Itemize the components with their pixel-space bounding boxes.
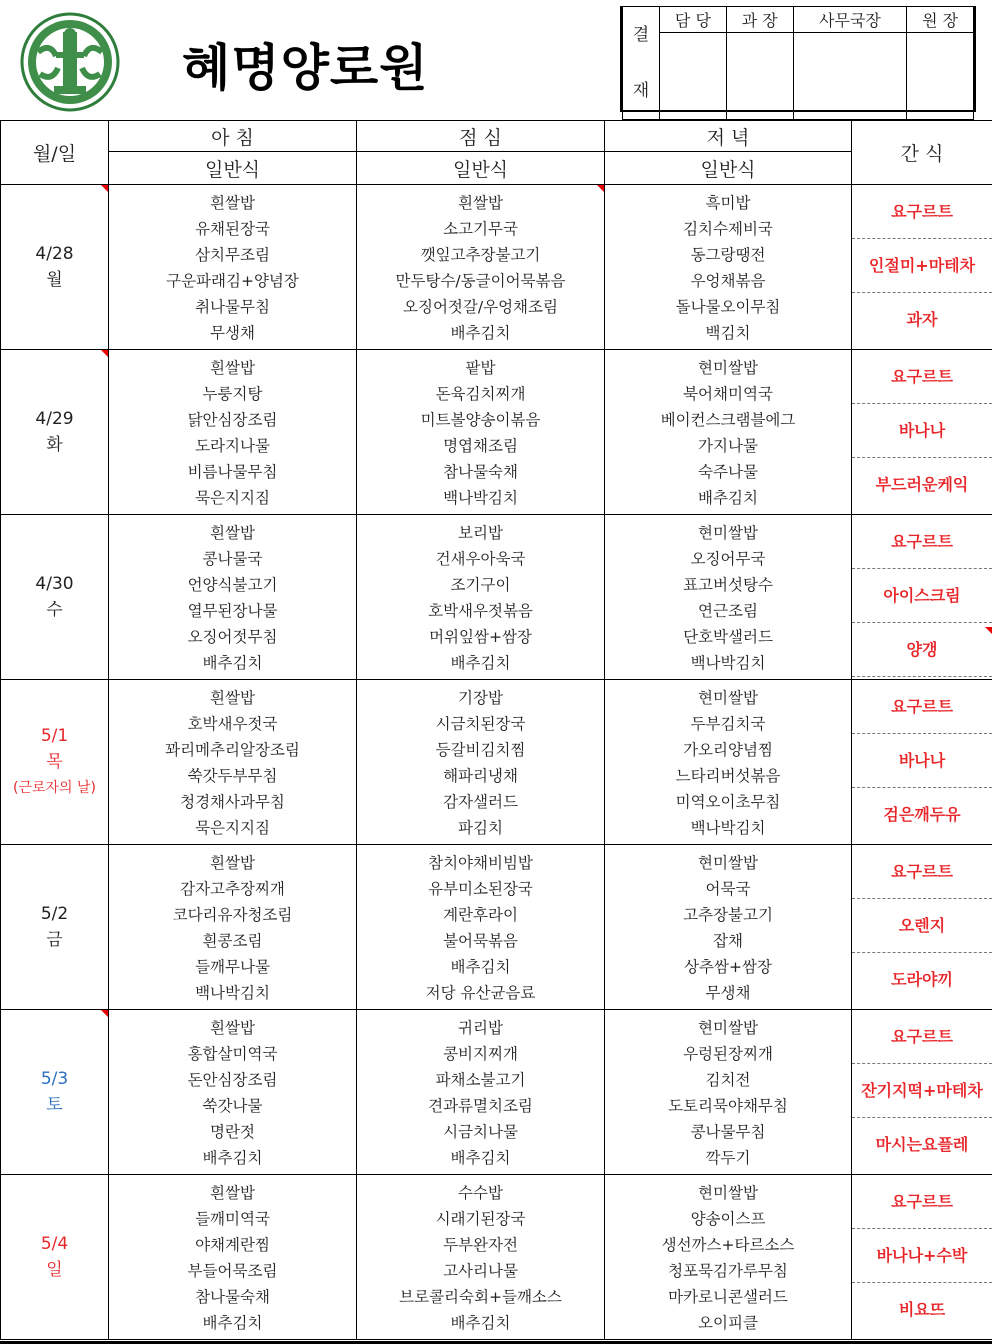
holiday-note: (근로자의 날) xyxy=(13,780,96,796)
page-title: 혜명양로원 xyxy=(182,39,429,97)
snack-column-header: 간 식 xyxy=(852,121,992,185)
menu-item: 꽈리메추리알장조림 xyxy=(165,741,300,759)
menu-item: 배추김치 xyxy=(202,1314,263,1332)
snack-item: 요구르트 xyxy=(852,350,992,404)
menu-item: 해파리냉채 xyxy=(443,767,518,785)
date-cell xyxy=(1,185,109,350)
day-row xyxy=(1,350,992,515)
menu-item: 돌나물오이무침 xyxy=(675,298,781,316)
menu-item: 콩비지찌개 xyxy=(443,1045,518,1063)
menu-item: 배추김치 xyxy=(202,654,263,672)
menu-item: 상추쌈+쌈장 xyxy=(684,958,772,976)
menu-item: 고추장불고기 xyxy=(683,906,773,924)
snack-item: 오렌지 xyxy=(852,899,992,953)
menu-item: 현미쌀밥 xyxy=(698,524,758,542)
menu-item: 잡채 xyxy=(713,932,743,950)
menu-item: 들깨미역국 xyxy=(195,1210,270,1228)
snack-item: 과자 xyxy=(906,310,938,329)
menu-item: 호박새우젓국 xyxy=(187,715,278,733)
menu-item: 쑥갓두부무침 xyxy=(187,767,278,785)
menu-item: 수수밥 xyxy=(458,1184,503,1202)
menu-item: 생선까스+타르소스 xyxy=(661,1236,795,1254)
weekday-label: 금 xyxy=(46,930,63,950)
menu-item: 감자샐러드 xyxy=(443,793,518,811)
menu-item: 가오리양념찜 xyxy=(683,741,773,759)
menu-item: 참나물숙채 xyxy=(443,463,518,481)
menu-item: 백나박김치 xyxy=(690,654,766,672)
menu-item: 배추김치 xyxy=(450,654,511,672)
approval-sign-manager[interactable] xyxy=(726,33,793,120)
snack-item: 요구르트 xyxy=(852,1175,992,1229)
approval-role-manager: 과 장 xyxy=(726,7,793,33)
weekday-label: 화 xyxy=(46,435,63,455)
snack-cell xyxy=(852,515,992,680)
dinner-menu-cell xyxy=(605,350,852,515)
approval-role-staff: 담 당 xyxy=(660,7,727,33)
menu-item: 콩나물무침 xyxy=(690,1123,766,1141)
lunch-column-header: 점 심 xyxy=(357,121,605,152)
menu-item: 현미쌀밥 xyxy=(698,359,758,377)
menu-item: 흰쌀밥 xyxy=(210,359,255,377)
menu-item: 머위잎쌈+쌈장 xyxy=(429,628,532,646)
breakfast-menu-cell xyxy=(109,185,357,350)
date-cell xyxy=(1,845,109,1010)
menu-item: 브로콜리숙회+들깨소스 xyxy=(399,1288,562,1306)
approval-sign-director[interactable] xyxy=(907,33,974,120)
date-label: 4/28 xyxy=(35,244,74,264)
menu-item: 유부미소된장국 xyxy=(428,880,533,898)
menu-item: 닭안심장조림 xyxy=(187,411,278,429)
menu-item: 조기구이 xyxy=(450,576,511,594)
menu-item: 콩나물국 xyxy=(202,550,263,568)
date-cell xyxy=(1,1175,109,1340)
date-label: 4/30 xyxy=(35,574,74,594)
menu-item: 명엽채조림 xyxy=(443,437,518,455)
snack-item: 마시는요플레 xyxy=(875,1135,969,1154)
day-row xyxy=(1,515,992,680)
menu-item: 구운파래김+양념장 xyxy=(166,272,299,290)
menu-item: 배추김치 xyxy=(450,324,511,342)
day-row xyxy=(1,680,992,845)
snack-item: 요구르트 xyxy=(852,515,992,569)
menu-item: 오이피클 xyxy=(698,1314,758,1332)
day-row xyxy=(1,1175,992,1340)
menu-item: 흰콩조림 xyxy=(202,932,263,950)
menu-item: 명란젓 xyxy=(210,1123,255,1141)
menu-item: 현미쌀밥 xyxy=(698,1019,758,1037)
snack-cell xyxy=(852,185,992,350)
menu-item: 감자고추장찌개 xyxy=(180,880,285,898)
snack-item: 양갱 xyxy=(852,623,992,677)
menu-item: 유채된장국 xyxy=(195,220,270,238)
comment-marker-icon[interactable] xyxy=(101,1010,108,1017)
snack-item: 인절미+마테차 xyxy=(852,239,992,293)
menu-item: 배추김치 xyxy=(450,1149,511,1167)
dinner-menu-cell xyxy=(605,1010,852,1175)
breakfast-column-header: 아 침 xyxy=(109,121,357,152)
weekday-label: 일 xyxy=(46,1260,63,1280)
menu-item: 오징어무국 xyxy=(690,550,766,568)
snack-item: 요구르트 xyxy=(852,185,992,239)
menu-item: 홍합살미역국 xyxy=(187,1045,278,1063)
lunch-diet-label: 일반식 xyxy=(357,152,605,185)
snack-item: 바나나 xyxy=(852,404,992,458)
approval-role-director: 원 장 xyxy=(907,7,974,33)
menu-item: 귀리밥 xyxy=(458,1019,503,1037)
menu-item: 백나박김치 xyxy=(690,819,766,837)
dinner-menu-cell xyxy=(605,680,852,845)
lunch-menu-cell xyxy=(357,350,605,515)
menu-item: 김치수제비국 xyxy=(683,220,773,238)
menu-item: 양송이스프 xyxy=(690,1210,766,1228)
menu-item: 미트볼양송이볶음 xyxy=(420,411,541,429)
snack-item: 도라야끼 xyxy=(891,970,953,989)
menu-item: 무생채 xyxy=(705,984,751,1002)
menu-item: 묵은지지짐 xyxy=(195,819,270,837)
breakfast-menu-cell xyxy=(109,1175,357,1340)
comment-marker-icon[interactable] xyxy=(101,350,108,357)
menu-item: 참나물숙채 xyxy=(195,1288,270,1306)
snack-item: 검은깨두유 xyxy=(883,805,961,824)
menu-item: 현미쌀밥 xyxy=(698,1184,758,1202)
lunch-menu-cell xyxy=(357,515,605,680)
menu-item: 도토리묵야채무침 xyxy=(668,1097,788,1115)
menu-item: 베이컨스크램블에그 xyxy=(660,411,796,429)
menu-item: 도라지나물 xyxy=(195,437,270,455)
menu-item: 흰쌀밥 xyxy=(210,1184,255,1202)
lunch-menu-cell xyxy=(357,1175,605,1340)
day-row xyxy=(1,185,992,350)
snack-item: 요구르트 xyxy=(852,680,992,734)
menu-item: 흰쌀밥 xyxy=(458,194,503,212)
menu-item: 만두탕수/동글이어묵볶음 xyxy=(395,272,566,290)
menu-item: 우엉채볶음 xyxy=(690,272,766,290)
menu-item: 열무된장나물 xyxy=(187,602,278,620)
lunch-menu-cell xyxy=(357,185,605,350)
breakfast-menu-cell xyxy=(109,1010,357,1175)
menu-item: 깍두기 xyxy=(705,1149,751,1167)
menu-item: 느타리버섯볶음 xyxy=(675,767,781,785)
menu-item: 흰쌀밥 xyxy=(210,854,255,872)
menu-item: 파채소불고기 xyxy=(435,1071,526,1089)
approval-sign-staff[interactable] xyxy=(660,33,727,120)
menu-item: 두부완자전 xyxy=(443,1236,518,1254)
snack-cell xyxy=(852,845,992,1010)
date-cell xyxy=(1,680,109,845)
menu-item: 건새우아욱국 xyxy=(435,550,526,568)
menu-item: 시금치나물 xyxy=(443,1123,518,1141)
menu-item: 누룽지탕 xyxy=(202,385,263,403)
menu-item: 시금치된장국 xyxy=(435,715,526,733)
menu-item: 표고버섯탕수 xyxy=(683,576,773,594)
menu-item: 소고기무국 xyxy=(443,220,518,238)
weekday-label: 월 xyxy=(46,270,63,290)
snack-item: 요구르트 xyxy=(852,1010,992,1064)
lunch-menu-cell xyxy=(357,845,605,1010)
snack-item: 잔기지떡+마테차 xyxy=(852,1064,992,1118)
dinner-menu-cell xyxy=(605,515,852,680)
menu-item: 고사리나물 xyxy=(443,1262,518,1280)
date-label: 5/3 xyxy=(40,1069,69,1089)
menu-item: 저당 유산균음료 xyxy=(425,984,536,1002)
menu-item: 두부김치국 xyxy=(690,715,766,733)
lunch-menu-cell xyxy=(357,680,605,845)
breakfast-menu-cell xyxy=(109,680,357,845)
menu-item: 흰쌀밥 xyxy=(210,1019,255,1037)
dinner-menu-cell xyxy=(605,185,852,350)
menu-item: 호박새우젓볶음 xyxy=(428,602,533,620)
snack-item: 비요뜨 xyxy=(898,1300,946,1319)
date-column-header: 월/일 xyxy=(1,121,109,185)
snack-cell xyxy=(852,680,992,845)
menu-item: 야채계란찜 xyxy=(195,1236,270,1254)
date-cell xyxy=(1,1010,109,1175)
day-row xyxy=(1,845,992,1010)
menu-item: 흰쌀밥 xyxy=(210,524,255,542)
snack-cell xyxy=(852,1175,992,1340)
day-row xyxy=(1,1010,992,1175)
breakfast-menu-cell xyxy=(109,515,357,680)
menu-item: 흑미밥 xyxy=(705,194,751,212)
date-label: 5/2 xyxy=(40,904,69,924)
menu-item: 불어묵볶음 xyxy=(443,932,518,950)
snack-cell xyxy=(852,350,992,515)
menu-item: 들깨무나물 xyxy=(195,958,270,976)
menu-item: 배추김치 xyxy=(202,1149,263,1167)
menu-item: 오징어젓무침 xyxy=(187,628,278,646)
menu-item: 취나물무침 xyxy=(195,298,270,316)
weekday-label: 수 xyxy=(46,600,63,620)
menu-item: 백나박김치 xyxy=(195,984,270,1002)
approval-side-label: 결 재 xyxy=(623,7,660,120)
menu-item: 묵은지지짐 xyxy=(195,489,270,507)
approval-box xyxy=(620,6,976,112)
date-label: 5/4 xyxy=(40,1234,69,1254)
menu-item: 가지나물 xyxy=(698,437,758,455)
dinner-diet-label: 일반식 xyxy=(605,152,852,185)
snack-cell xyxy=(852,1010,992,1175)
menu-item: 배추김치 xyxy=(450,958,511,976)
date-cell xyxy=(1,350,109,515)
snack-item: 부드러운케익 xyxy=(875,475,969,494)
menu-item: 코다리유자청조림 xyxy=(172,906,293,924)
menu-item: 기장밥 xyxy=(458,689,503,707)
menu-item: 돈안심장조림 xyxy=(187,1071,278,1089)
menu-item: 돈육김치찌개 xyxy=(435,385,526,403)
menu-item: 쑥갓나물 xyxy=(202,1097,263,1115)
page-header xyxy=(0,0,992,120)
menu-item: 청포묵김가루무침 xyxy=(668,1262,788,1280)
menu-item: 흰쌀밥 xyxy=(210,689,255,707)
menu-item: 보리밥 xyxy=(458,524,503,542)
home-logo-emblem-icon xyxy=(20,12,120,112)
menu-item: 마카로니콘샐러드 xyxy=(668,1288,788,1306)
menu-item: 연근조림 xyxy=(698,602,758,620)
dinner-column-header: 저 녁 xyxy=(605,121,852,152)
weekday-label: 목 xyxy=(46,752,63,772)
date-label: 5/1 xyxy=(40,726,69,746)
menu-item: 등갈비김치찜 xyxy=(435,741,526,759)
menu-item: 삼치무조림 xyxy=(195,246,270,264)
breakfast-menu-cell xyxy=(109,350,357,515)
comment-marker-icon[interactable] xyxy=(597,185,604,192)
menu-item: 동그랑땡전 xyxy=(690,246,766,264)
menu-item: 배추김치 xyxy=(698,489,758,507)
menu-item: 견과류멸치조림 xyxy=(428,1097,533,1115)
menu-item: 현미쌀밥 xyxy=(698,854,758,872)
snack-item: 바나나+수박 xyxy=(852,1229,992,1283)
weekday-label: 토 xyxy=(46,1095,63,1115)
menu-item: 파김치 xyxy=(458,819,503,837)
menu-item: 오징어젓갈/우엉채조림 xyxy=(403,298,558,316)
menu-item: 단호박샐러드 xyxy=(683,628,773,646)
menu-item: 언양식불고기 xyxy=(187,576,278,594)
approval-role-office-head: 사무국장 xyxy=(793,7,906,33)
snack-item: 바나나 xyxy=(852,734,992,788)
menu-item: 참치야채비빔밥 xyxy=(428,854,533,872)
approval-sign-office-head[interactable] xyxy=(793,33,906,120)
weekly-menu-table xyxy=(0,120,992,1340)
snack-item: 아이스크림 xyxy=(852,569,992,623)
dinner-menu-cell xyxy=(605,1175,852,1340)
dinner-menu-cell xyxy=(605,845,852,1010)
menu-item: 백김치 xyxy=(705,324,751,342)
menu-item: 미역오이초무침 xyxy=(675,793,781,811)
menu-item: 북어채미역국 xyxy=(683,385,773,403)
menu-item: 숙주나물 xyxy=(698,463,758,481)
menu-item: 흰쌀밥 xyxy=(210,194,255,212)
menu-item: 어묵국 xyxy=(705,880,751,898)
date-label: 4/29 xyxy=(35,409,74,429)
breakfast-menu-cell xyxy=(109,845,357,1010)
date-cell xyxy=(1,515,109,680)
menu-item: 깻잎고추장불고기 xyxy=(420,246,541,264)
menu-item: 현미쌀밥 xyxy=(698,689,758,707)
menu-item: 김치전 xyxy=(705,1071,751,1089)
breakfast-diet-label: 일반식 xyxy=(109,152,357,185)
menu-item: 팥밥 xyxy=(465,359,496,377)
menu-item: 무생채 xyxy=(210,324,255,342)
comment-marker-icon[interactable] xyxy=(985,627,992,634)
comment-marker-icon[interactable] xyxy=(101,185,108,192)
menu-item: 계란후라이 xyxy=(443,906,518,924)
menu-item: 우렁된장찌개 xyxy=(683,1045,773,1063)
menu-item: 시래기된장국 xyxy=(435,1210,526,1228)
menu-item: 비름나물무침 xyxy=(187,463,278,481)
lunch-menu-cell xyxy=(357,1010,605,1175)
snack-item: 요구르트 xyxy=(852,845,992,899)
menu-item: 배추김치 xyxy=(450,1314,511,1332)
menu-item: 청경채사과무침 xyxy=(180,793,285,811)
menu-item: 부들어묵조림 xyxy=(187,1262,278,1280)
menu-item: 백나박김치 xyxy=(443,489,518,507)
